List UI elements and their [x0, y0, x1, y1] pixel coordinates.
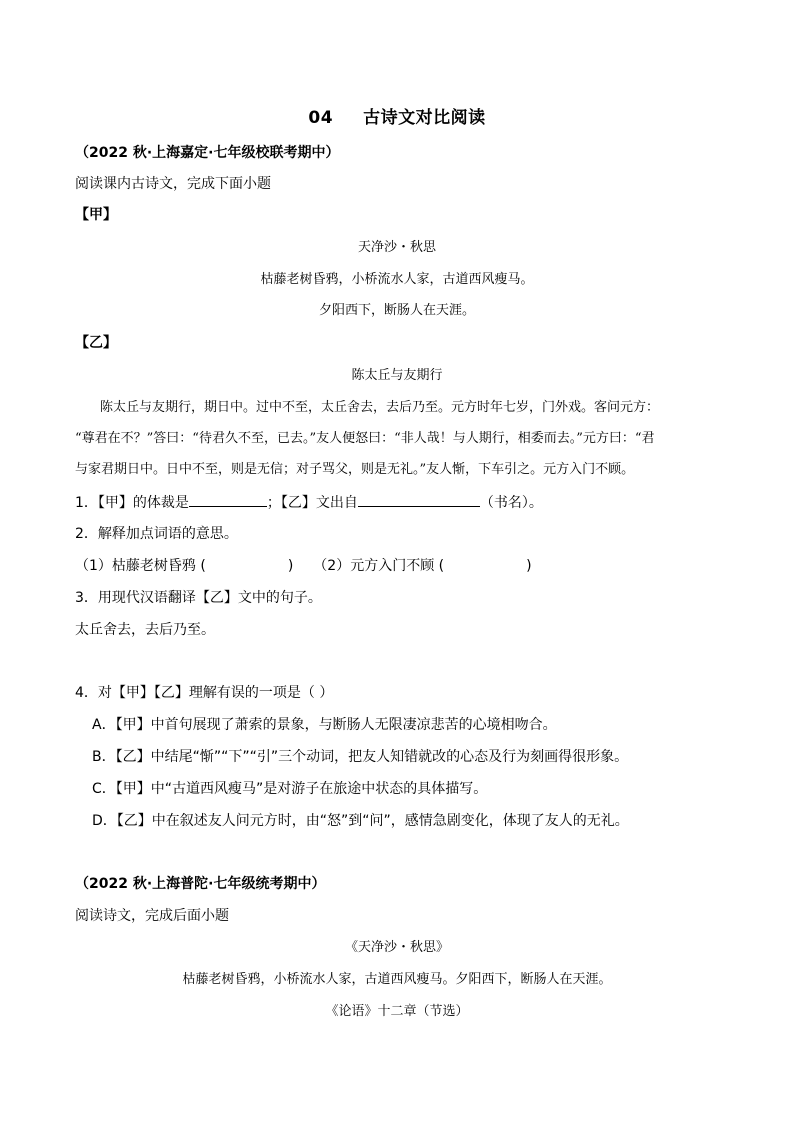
q4-option-a[interactable]: A．【甲】中首句展现了萧索的景象，与断肠人无限凄凉悲苦的心境相吻合。 [92, 717, 557, 733]
label-jia: 【甲】 [75, 207, 117, 223]
poem2-title: 《天净沙・秋思》 [344, 940, 449, 955]
poem1-line-1: 枯藤老树昏鸦，小桥流水人家，古道西风瘦马。 [260, 272, 534, 287]
q4-option-d[interactable]: D．【乙】中在叙述友人问元方时，由“怒”到“问”，感情急剧变化，体现了友人的无礼。 [92, 813, 629, 829]
q2-item-2-close: ) [526, 558, 532, 574]
prose-line-2: “尊君在不？”答曰：“待君久不至，已去。”友人便怒曰：“非人哉！与人期行，相委而去。”元方曰：“君 [75, 431, 655, 446]
q2-item-1: （1）枯藤老树昏鸦 ( [75, 558, 206, 574]
q4-option-b[interactable]: B．【乙】中结尾“惭”“下”“引”三个动词，把友人知错就改的心态及行为刻画得很形象。 [92, 749, 629, 765]
prose-title: 陈太丘与友期行 [351, 368, 443, 383]
q1-part-b: ；【乙】文出自 [266, 495, 358, 511]
prose-line-3: 与家君期日中。日中不至，则是无信；对子骂父，则是无礼。”友人惭，下车引之。元方入门不顾。 [75, 462, 635, 477]
source-note-1: （2022 秋·上海嘉定·七年级校联考期中） [75, 145, 340, 161]
poem2-line: 枯藤老树昏鸦，小桥流水人家，古道西风瘦马。夕阳西下，断肠人在天涯。 [182, 972, 612, 987]
label-yi: 【乙】 [75, 335, 117, 351]
q1-part-c: （书名）。 [479, 495, 543, 511]
q1-blank-genre[interactable] [189, 492, 267, 507]
question-1 [75, 492, 543, 513]
lunyu-title: 《论语》十二章（节选） [325, 1004, 469, 1019]
source-note-2: （2022 秋·上海普陀·七年级统考期中） [75, 876, 326, 892]
page-title [0, 103, 794, 128]
title-number: 04 [308, 108, 334, 128]
question-2: 2．解释加点词语的意思。 [75, 526, 238, 542]
q1-blank-book[interactable] [358, 492, 480, 507]
prose-line-1: 陈太丘与友期行，期日中。过中不至，太丘舍去，去后乃至。元方时年七岁，门外戏。客问元方： [100, 400, 660, 415]
question-3-sentence: 太丘舍去，去后乃至。 [75, 622, 215, 638]
poem1-line-2: 夕阳西下，断肠人在天涯。 [318, 303, 475, 318]
q2-item-1-close: ) [287, 558, 294, 574]
question-3: 3．用现代汉语翻译【乙】文中的句子。 [75, 590, 322, 606]
q1-part-a: 1．【甲】的体裁是 [75, 495, 189, 511]
instruction-2: 阅读诗文，完成后面小题 [75, 908, 229, 924]
question-2-items [75, 556, 532, 576]
q4-option-c[interactable]: C．【甲】中“古道西风瘦马”是对游子在旅途中状态的具体描写。 [92, 781, 488, 797]
instruction-1: 阅读课内古诗文，完成下面小题 [75, 176, 271, 192]
title-text: 古诗文对比阅读 [363, 108, 486, 128]
poem1-title: 天净沙・秋思 [357, 240, 436, 255]
q2-item-2: （2）元方入门不顾 ( [313, 558, 445, 574]
question-4: 4．对【甲】【乙】理解有误的一项是（ ） [75, 685, 334, 701]
